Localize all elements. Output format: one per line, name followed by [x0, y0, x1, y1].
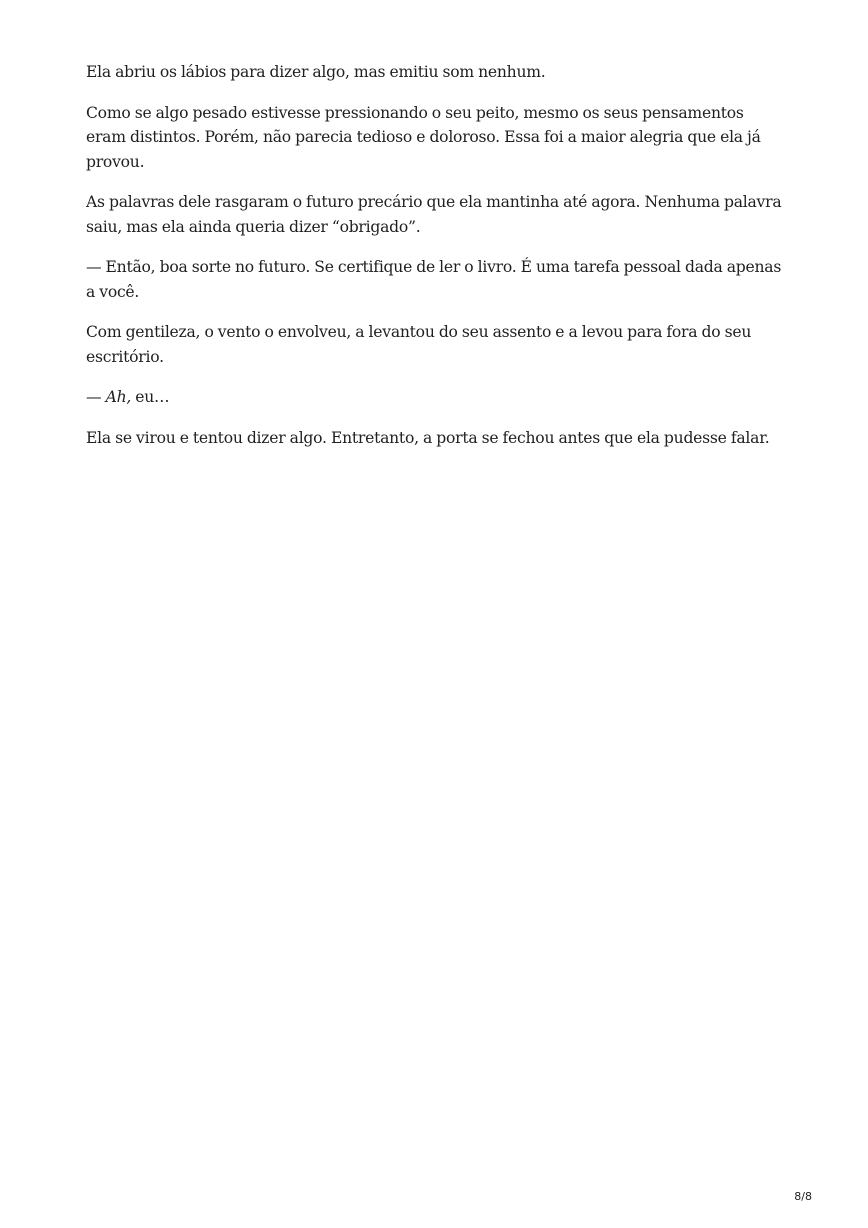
page-number: 8/8: [794, 1190, 812, 1203]
paragraph: Como se algo pesado estivesse pressionando o seu peito, mesmo os seus pensamentos eram distintos. Porém, não parecia tedioso e doloroso. Essa foi a maior alegria que ela já provou.: [86, 103, 761, 171]
dialogue-dash: —: [86, 388, 106, 406]
dialogue-paragraph: [86, 385, 786, 410]
paragraph: As palavras dele rasgaram o futuro precário que ela mantinha até agora. Nenhuma palavra saiu, mas ela ainda queria dizer “obrigado”.: [86, 193, 782, 236]
document-body: [86, 60, 786, 466]
dialogue-italic-text: Ah,: [105, 388, 132, 406]
paragraph: Ela abriu os lábios para dizer algo, mas emitiu som nenhum.: [86, 63, 546, 81]
paragraph: Ela se virou e tentou dizer algo. Entretanto, a porta se fechou antes que ela pudesse falar.: [86, 428, 770, 447]
paragraph: — Então, boa sorte no futuro. Se certifique de ler o livro. É uma tarefa pessoal dada apenas a você.: [86, 258, 782, 301]
dialogue-rest-text: eu…: [131, 388, 170, 406]
paragraph: Com gentileza, o vento o envolveu, a levantou do seu assento e a levou para fora do seu escritório.: [86, 323, 752, 366]
